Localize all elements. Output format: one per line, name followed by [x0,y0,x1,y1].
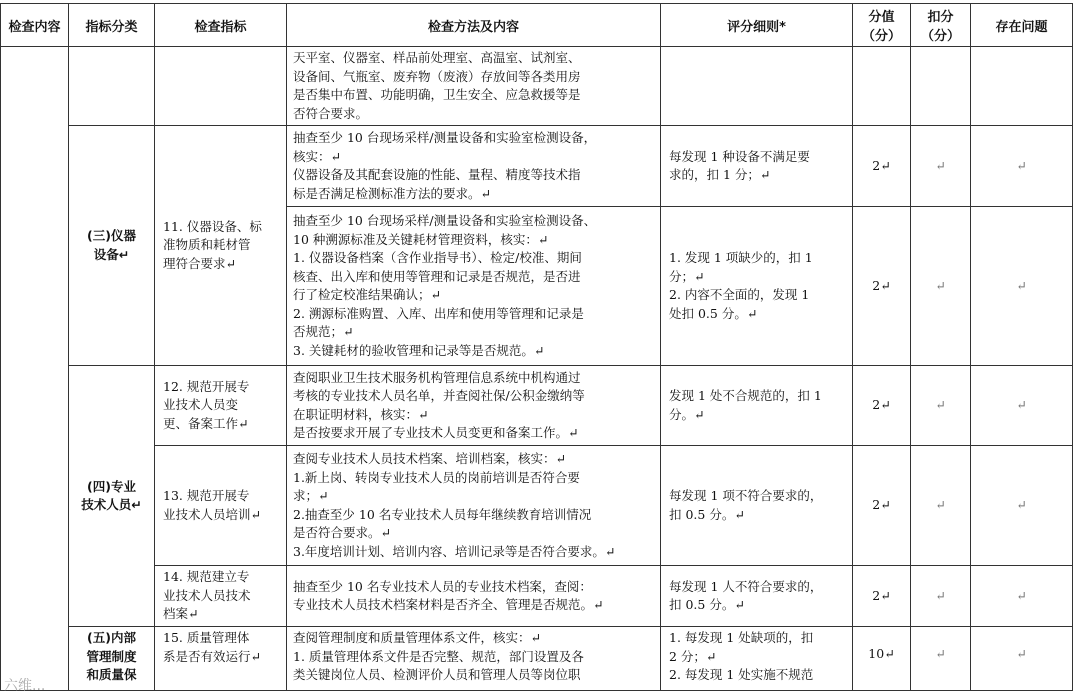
table-row [1,446,1073,566]
score-cell: 2↵ [853,126,911,207]
method-line: 抽查至少 10 名专业技术人员的专业技术档案，查阅： [293,578,592,594]
issue-cell: ↵ [971,446,1073,566]
header-method: 检查方法及内容 [287,4,661,47]
issue-cell: ↵ [971,366,1073,446]
table-row [1,126,1073,207]
category-management [69,627,155,691]
method-line: 抽查至少 10 台现场采样/测量设备和实验室检测设备， [293,130,597,145]
method-line: 2.抽查至少 10 名专业技术人员每年继续教育培训情况 [293,506,592,522]
indicator-line: 业技术人员变 [163,397,239,413]
issue-cell [971,47,1073,126]
method-line: 3.年度培训计划、培训内容、培训记录等是否符合要求。↵ [293,543,616,559]
detail-line: 扣 0.5 分。↵ [669,506,745,522]
detail-line: 扣 0.5 分。↵ [669,597,745,612]
indicator-line: 12. 规范开展专 [163,378,250,394]
indicator-13 [155,446,287,566]
detail-line: 发现 1 处不合规范的，扣 1 [669,388,822,403]
method-line: 否符合要求。 [293,105,369,121]
category-line: (四)专业 [87,478,136,494]
header-scoring-rules: 评分细则* [661,4,853,47]
detail-cell [661,207,853,366]
method-line: 是否按要求开展了专业技术人员变更和备案工作。↵ [293,425,579,440]
category-line: 技术人员↵ [81,497,142,512]
indicator-line: 13. 规范开展专 [163,488,250,503]
score-cell: 2↵ [853,366,911,446]
detail-line: 分；↵ [669,268,705,284]
indicator-line: 系是否有效运行↵ [163,648,261,664]
issue-cell: ↵ [971,627,1073,691]
indicator-14 [155,566,287,627]
header-indicator: 检查指标 [155,4,287,47]
deduct-cell [911,47,971,126]
method-line: 1. 质量管理体系文件是否完整、规范，部门设置及各 [293,648,584,664]
method-line: 否规范；↵ [293,324,354,339]
method-line: 查阅专业技术人员技术档案、培训档案，核实：↵ [293,451,566,466]
category-instruments [69,126,155,366]
indicator-line: 15. 质量管理体 [163,630,250,645]
category-cell [69,47,155,126]
category-line: (三)仪器 [87,228,136,243]
detail-line: 求的，扣 1 分；↵ [669,167,771,182]
category-line: 管理制度 [86,648,137,664]
indicator-line: 档案↵ [163,606,199,622]
inspection-table [0,3,1073,691]
method-cell [287,207,661,366]
method-line: 类关键岗位人员、检测评价人员和管理人员等岗位职 [293,667,581,682]
inspection-content-cell [1,47,69,691]
category-line: 和质量保 [86,667,137,682]
indicator-12 [155,366,287,446]
method-cell [287,126,661,207]
method-line: 专业技术人员技术档案材料是否齐全、管理是否规范。↵ [293,597,604,612]
detail-line: 处扣 0.5 分。↵ [669,305,758,321]
method-line: 查阅管理制度和质量管理体系文件，核实：↵ [293,630,541,645]
deduct-cell: ↵ [911,627,971,691]
category-personnel [69,366,155,627]
score-cell: 2↵ [853,566,911,627]
header-score: 分值（分） [853,4,911,47]
indicator-line: 理符合要求↵ [163,255,236,271]
method-line: 仪器设备及其配套设施的性能、量程、精度等技术指 [293,167,581,182]
score-cell: 2↵ [853,207,911,366]
method-cell [287,446,661,566]
watermark: 六维... [4,678,46,694]
indicator-line: 更、备案工作↵ [163,415,249,431]
issue-cell: ↵ [971,566,1073,627]
method-line: 考核的专业技术人员名单，并查阅社保/公积金缴纳等 [293,388,585,403]
indicator-cell [155,47,287,126]
method-line: 行了检定校准结果确认；↵ [293,287,441,302]
method-line: 核查、出入库和使用等管理和记录是否规范，是否进 [293,268,581,284]
category-line: (五)内部 [87,630,136,645]
detail-line: 2. 内容不全面的，发现 1 [669,287,810,302]
method-cell [287,627,661,691]
indicator-line: 业技术人员培训↵ [163,506,261,522]
method-line: 天平室、仪器室、样品前处理室、高温室、试剂室、 [293,50,581,65]
header-deduction: 扣分（分） [911,4,971,47]
indicator-line: 业技术人员技术 [163,587,251,603]
score-cell: 2↵ [853,446,911,566]
method-line: 求；↵ [293,488,329,503]
detail-line: 每发现 1 种设备不满足要 [669,148,810,164]
detail-cell [661,47,853,126]
detail-line: 每发现 1 项不符合要求的， [669,488,823,503]
indicator-11 [155,126,287,366]
deduct-cell: ↵ [911,207,971,366]
method-line: 标是否满足检测标准方法的要求。↵ [293,185,491,201]
detail-line: 1. 发现 1 项缺少的，扣 1 [669,250,813,265]
indicator-15 [155,627,287,691]
detail-line: 每发现 1 人不符合要求的， [669,578,823,594]
header-category: 指标分类 [69,4,155,47]
detail-line: 2 分；↵ [669,648,717,664]
issue-cell: ↵ [971,126,1073,207]
table-row [1,627,1073,691]
deduct-cell: ↵ [911,446,971,566]
method-line: 是否符合要求。↵ [293,525,391,540]
indicator-line: 14. 规范建立专 [163,569,250,585]
method-line: 2. 溯源标准购置、入库、出库和使用等管理和记录是 [293,305,584,321]
method-line: 是否集中布置、功能明确，卫生安全、应急救援等是 [293,87,581,102]
indicator-line: 准物质和耗材管 [163,237,251,253]
method-cell [287,566,661,627]
table-row [1,47,1073,126]
score-cell: 10↵ [853,627,911,691]
header-inspection-content: 检查内容 [1,4,69,47]
method-line: 核实：↵ [293,148,341,164]
method-line: 在职证明材料，核实：↵ [293,406,429,422]
method-cell [287,47,661,126]
table-row [1,566,1073,627]
method-cell [287,366,661,446]
method-line: 10 种溯源标准及关键耗材管理资料，核实：↵ [293,231,549,247]
detail-cell [661,366,853,446]
category-line: 设备↵ [93,246,130,262]
detail-line: 2. 每发现 1 处实施不规范 [669,667,814,682]
deduct-cell: ↵ [911,366,971,446]
table-header-row [1,4,1073,47]
method-line: 1.新上岗、转岗专业技术人员的岗前培训是否符合要 [293,469,580,485]
deduct-cell: ↵ [911,126,971,207]
method-line: 1. 仪器设备档案（含作业指导书）、检定/校准、期间 [293,250,582,265]
score-cell [853,47,911,126]
method-line: 设备间、气瓶室、废弃物（废液）存放间等各类用房 [293,68,581,84]
detail-line: 1. 每发现 1 处缺项的，扣 [669,630,814,645]
issue-cell: ↵ [971,207,1073,366]
method-line: 3. 关键耗材的验收管理和记录等是否规范。↵ [293,342,545,358]
detail-cell [661,446,853,566]
detail-cell [661,126,853,207]
indicator-line: 11. 仪器设备、标 [163,218,262,234]
method-line: 抽查至少 10 台现场采样/测量设备和实验室检测设备、 [293,213,597,228]
detail-cell [661,566,853,627]
method-line: 查阅职业卫生技术服务机构管理信息系统中机构通过 [293,369,581,385]
detail-line: 分。↵ [669,406,705,422]
header-issues: 存在问题 [971,4,1073,47]
table-row [1,366,1073,446]
deduct-cell: ↵ [911,566,971,627]
detail-cell [661,627,853,691]
